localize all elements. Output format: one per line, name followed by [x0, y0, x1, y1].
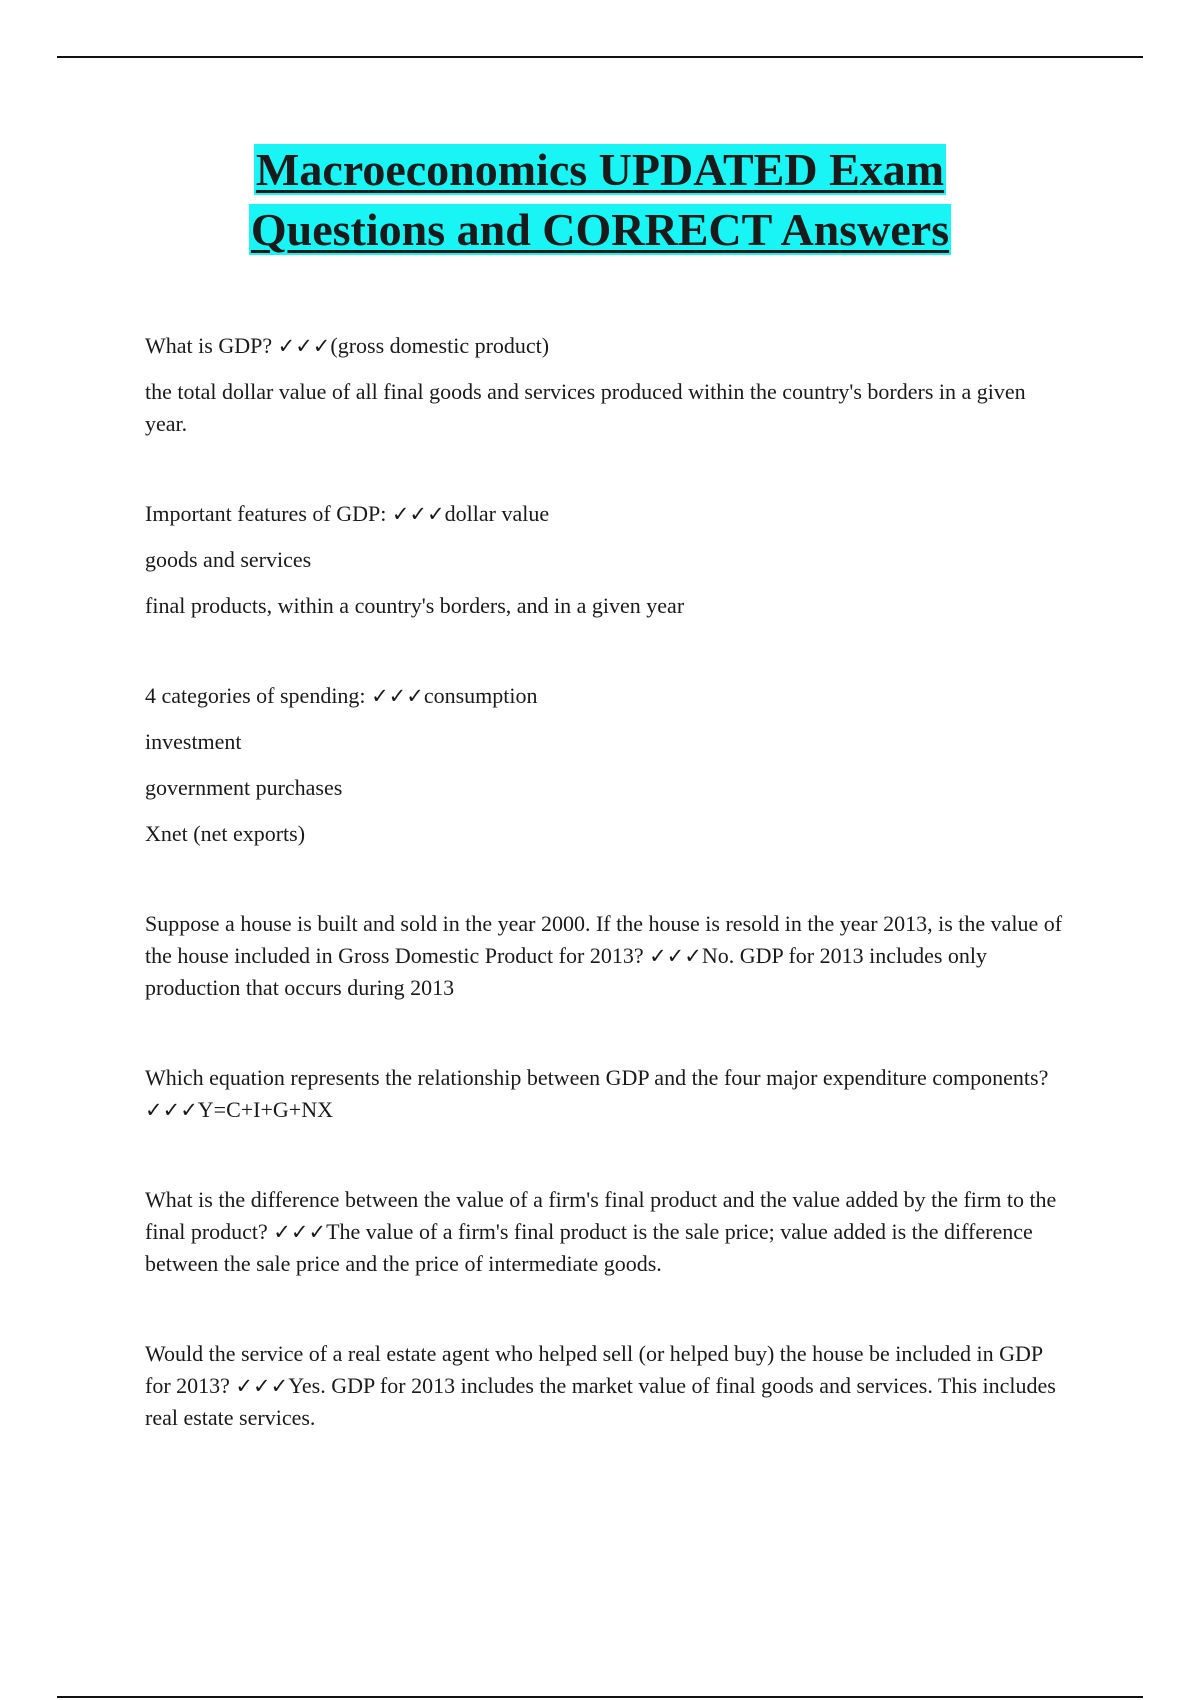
title-line-1: Macroeconomics UPDATED Exam	[255, 144, 945, 195]
question-text: Suppose a house is built and sold in the year 2000. If the house is resold in the year 2013, is the value of the house included in Gross Domestic Product for 2013?	[145, 911, 1063, 968]
answer-line: government purchases	[145, 775, 343, 800]
checkmark-icon: ✓✓✓	[371, 684, 424, 708]
question-line	[145, 330, 1065, 362]
answer-line: final products, within a country's borders, and in a given year	[145, 593, 685, 618]
question-line	[145, 1062, 1065, 1126]
qa-list	[145, 330, 1065, 1434]
answer-text: No. GDP for 2013 includes only production that occurs during 2013	[145, 943, 988, 1000]
question-text: What is GDP?	[145, 333, 273, 358]
answer-text: Y=C+I+G+NX	[197, 1097, 333, 1122]
answer-line: investment	[145, 729, 242, 754]
qa-item	[145, 330, 1065, 440]
question-line	[145, 1338, 1065, 1434]
answer-line: goods and services	[145, 547, 312, 572]
answer-line: the total dollar value of all final goods and services produced within the country's borders in a given year.	[145, 379, 1026, 436]
title-line-2: Questions and CORRECT Answers	[250, 204, 950, 255]
answer-text: Yes. GDP for 2013 includes the market value of final goods and services. This includes real estate services.	[145, 1373, 1056, 1430]
question-text: Would the service of a real estate agent who helped sell (or helped buy) the house be included in GDP for 2013?	[145, 1341, 1043, 1398]
answer-text: (gross domestic product)	[330, 333, 550, 358]
qa-item	[145, 1184, 1065, 1280]
question-line	[145, 908, 1065, 1004]
qa-item	[145, 908, 1065, 1004]
answer-line: Xnet (net exports)	[145, 821, 306, 846]
top-rule	[57, 56, 1143, 58]
question-line	[145, 1184, 1065, 1280]
checkmark-icon: ✓✓✓	[277, 334, 331, 358]
qa-item	[145, 1062, 1065, 1126]
question-text: 4 categories of spending:	[145, 683, 366, 708]
checkmark-icon: ✓✓✓	[235, 1374, 289, 1398]
checkmark-icon: ✓✓✓	[145, 1098, 198, 1122]
document-title	[0, 140, 1200, 260]
qa-item	[145, 680, 1065, 850]
checkmark-icon: ✓✓✓	[273, 1220, 327, 1244]
bottom-rule	[57, 1696, 1143, 1698]
question-line	[145, 680, 1065, 712]
checkmark-icon: ✓✓✓	[391, 502, 445, 526]
answer-text: dollar value	[444, 501, 550, 526]
qa-item	[145, 498, 1065, 622]
answer-text: consumption	[423, 683, 538, 708]
qa-item	[145, 1338, 1065, 1434]
question-text: Important features of GDP:	[145, 501, 387, 526]
question-text: What is the difference between the value of a firm's final product and the value added by the firm to the final product?	[145, 1187, 1057, 1244]
question-line	[145, 498, 1065, 530]
question-text: Which equation represents the relationship between GDP and the four major expenditure components?	[145, 1065, 1049, 1090]
checkmark-icon: ✓✓✓	[649, 944, 702, 968]
answer-text: The value of a firm's final product is the sale price; value added is the difference between the sale price and the price of intermediate goods.	[145, 1219, 1033, 1276]
